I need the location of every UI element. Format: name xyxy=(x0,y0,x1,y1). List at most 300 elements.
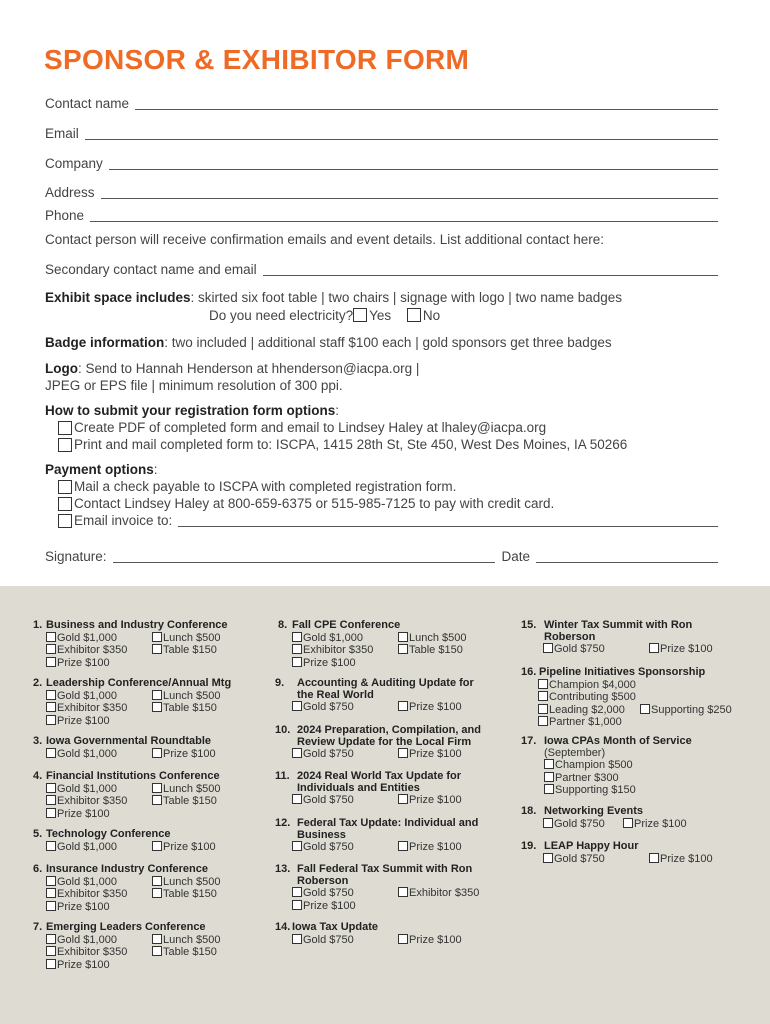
option-checkbox[interactable] xyxy=(46,946,56,956)
option-label: Prize $100 xyxy=(409,794,462,807)
submit-mail-label: Print and mail completed form to: ISCPA, 1415 28th St, Ste 450, West Des Moines, IA 50266 xyxy=(74,437,628,452)
option-checkbox[interactable] xyxy=(46,959,56,969)
option-checkbox[interactable] xyxy=(152,888,162,898)
event-title xyxy=(297,771,461,794)
option[interactable] xyxy=(398,748,508,761)
event-title-line-1: Accounting & Auditing Update for xyxy=(297,677,474,689)
option-checkbox[interactable] xyxy=(46,901,56,911)
secondary-contact-label: Secondary contact name and email xyxy=(45,262,257,277)
option-label: Champion $500 xyxy=(555,759,633,772)
option-label: Table $150 xyxy=(163,644,217,657)
option[interactable] xyxy=(152,888,262,901)
option-label: Exhibitor $350 xyxy=(57,644,128,657)
event-title xyxy=(297,818,478,841)
option-label: Prize $100 xyxy=(409,933,462,946)
badge-label: Badge information xyxy=(45,335,165,350)
event-number: 11. xyxy=(275,770,290,782)
option-checkbox[interactable] xyxy=(46,657,56,667)
option-checkbox[interactable] xyxy=(398,632,408,642)
option-checkbox[interactable] xyxy=(538,704,548,714)
submit-heading xyxy=(45,402,339,419)
logo-info-2: JPEG or EPS file | minimum resolution of 300 ppi. xyxy=(45,378,343,393)
option-label: Prize $100 xyxy=(409,841,462,854)
option-checkbox[interactable] xyxy=(544,772,554,782)
event-number: 2. xyxy=(33,677,43,689)
option[interactable] xyxy=(46,690,152,703)
option-checkbox[interactable] xyxy=(649,643,659,653)
company-line[interactable] xyxy=(109,157,718,170)
option-label: Prize $100 xyxy=(163,840,216,853)
event-4 xyxy=(33,771,262,820)
option[interactable] xyxy=(398,887,508,900)
signature-label: Signature: xyxy=(45,549,107,564)
option-checkbox[interactable] xyxy=(152,632,162,642)
option-label: Table $150 xyxy=(409,644,463,657)
option-checkbox[interactable] xyxy=(152,702,162,712)
option[interactable] xyxy=(152,795,262,808)
option-checkbox[interactable] xyxy=(292,657,302,667)
option-checkbox[interactable] xyxy=(152,690,162,700)
option-checkbox[interactable] xyxy=(152,795,162,805)
event-number: 17. xyxy=(521,735,537,747)
event-number: 19. xyxy=(521,840,537,852)
option[interactable] xyxy=(292,900,508,913)
signature-line[interactable] xyxy=(113,550,496,563)
option-label: Gold $750 xyxy=(554,817,605,830)
option[interactable] xyxy=(152,783,262,796)
option[interactable] xyxy=(152,644,262,657)
option-label: Champion $4,000 xyxy=(549,678,636,691)
option-checkbox[interactable] xyxy=(292,794,302,804)
option-checkbox[interactable] xyxy=(46,934,56,944)
yes-checkbox[interactable] xyxy=(353,308,367,322)
event-8 xyxy=(278,620,508,669)
event-title: Technology Conference xyxy=(46,828,171,840)
option-label: Gold $750 xyxy=(303,701,354,714)
option-checkbox[interactable] xyxy=(46,783,56,793)
no-label: No xyxy=(422,308,441,323)
option-checkbox[interactable] xyxy=(292,632,302,642)
option[interactable] xyxy=(544,759,692,772)
submit-label: How to submit your registration form options xyxy=(45,403,336,418)
payment-colon: : xyxy=(153,462,158,477)
submit-email-checkbox[interactable] xyxy=(58,421,72,435)
option-label: Gold $750 xyxy=(303,933,354,946)
event-number: 15. xyxy=(521,619,537,631)
option-checkbox[interactable] xyxy=(292,934,302,944)
yes-label: Yes xyxy=(369,308,392,323)
option[interactable] xyxy=(292,644,398,657)
form-title: SPONSOR & EXHIBITOR FORM xyxy=(44,44,470,75)
option[interactable] xyxy=(152,934,262,947)
option-label: Prize $100 xyxy=(57,714,110,727)
logo-info xyxy=(45,360,419,377)
payment-option-card[interactable] xyxy=(58,495,554,512)
electricity-row xyxy=(209,307,440,324)
event-title: Iowa CPAs Month of Service xyxy=(544,735,692,747)
option-label: Prize $100 xyxy=(57,958,110,971)
event-number: 6. xyxy=(33,863,43,875)
event-title-line-1: 2024 Preparation, Compilation, and xyxy=(297,724,481,736)
option[interactable] xyxy=(152,702,262,715)
option-checkbox[interactable] xyxy=(398,644,408,654)
event-title: Insurance Industry Conference xyxy=(46,863,208,875)
company-field[interactable] xyxy=(45,154,718,172)
option[interactable] xyxy=(398,841,508,854)
payment-heading xyxy=(45,461,158,478)
event-title-line-1: 2024 Real World Tax Update for xyxy=(297,770,462,782)
option-label: Gold $750 xyxy=(303,748,354,761)
pay-check-checkbox[interactable] xyxy=(58,480,72,494)
option[interactable] xyxy=(398,794,508,807)
option-label: Prize $100 xyxy=(303,899,356,912)
event-number: 9. xyxy=(275,677,285,689)
event-title-line-2: the Real World xyxy=(297,688,374,701)
contact-name-label: Contact name xyxy=(45,96,130,111)
option-label: Leading $2,000 xyxy=(549,703,625,716)
option[interactable] xyxy=(623,818,713,831)
event-title-line-1: Winter Tax Summit with Ron xyxy=(544,619,693,631)
option[interactable] xyxy=(543,853,649,866)
option-checkbox[interactable] xyxy=(152,841,162,851)
option-label: Prize $100 xyxy=(409,701,462,714)
event-title xyxy=(297,725,481,748)
pay-card-label: Contact Lindsey Haley at 800-659-6375 or 515-985-7125 to pay with credit card. xyxy=(74,496,555,511)
logo-label: Logo xyxy=(45,361,78,376)
event-2 xyxy=(33,678,262,727)
option-label: Exhibitor $350 xyxy=(57,795,128,808)
option[interactable] xyxy=(538,679,750,692)
event-number: 7. xyxy=(33,921,43,933)
event-15 xyxy=(521,620,759,656)
option-checkbox[interactable] xyxy=(398,794,408,804)
option[interactable] xyxy=(649,643,759,656)
option[interactable] xyxy=(543,818,623,831)
option-label: Lunch $500 xyxy=(163,875,221,888)
option-checkbox[interactable] xyxy=(152,946,162,956)
event-number: 4. xyxy=(33,770,43,782)
option-label: Gold $1,000 xyxy=(57,747,117,760)
event-title: Leadership Conference/Annual Mtg xyxy=(46,677,232,689)
option-label: Gold $750 xyxy=(303,841,354,854)
option-label: Prize $100 xyxy=(660,852,713,865)
option-checkbox[interactable] xyxy=(46,702,56,712)
option-checkbox[interactable] xyxy=(152,644,162,654)
event-title: Iowa Tax Update xyxy=(292,921,378,933)
event-number: 5. xyxy=(33,828,43,840)
event-title-line-2: Individuals and Entities xyxy=(297,781,420,794)
option-checkbox[interactable] xyxy=(544,784,554,794)
email-line[interactable] xyxy=(85,127,718,140)
option-label: Prize $100 xyxy=(409,748,462,761)
option-checkbox[interactable] xyxy=(543,853,553,863)
option[interactable] xyxy=(46,783,152,796)
option[interactable] xyxy=(46,841,152,854)
submit-email-label: Create PDF of completed form and email to Lindsey Haley at lhaley@iacpa.org xyxy=(74,420,547,435)
option[interactable] xyxy=(46,702,152,715)
logo-text: : Send to Hannah Henderson at hhenderson@iacpa.org | xyxy=(78,361,420,376)
exhibit-space-text: : skirted six foot table | two chairs | signage with logo | two name badges xyxy=(190,290,623,305)
option[interactable] xyxy=(538,691,750,704)
address-label: Address xyxy=(45,185,95,200)
signature-date-row xyxy=(45,547,718,565)
event-number: 10. xyxy=(275,724,291,736)
option-label: Contributing $500 xyxy=(549,691,636,704)
invoice-email-line[interactable] xyxy=(178,515,718,527)
option-label: Gold $750 xyxy=(554,643,605,656)
option-checkbox[interactable] xyxy=(623,818,633,828)
option-label: Prize $100 xyxy=(57,900,110,913)
secondary-contact-line[interactable] xyxy=(263,263,718,276)
payment-option-check[interactable] xyxy=(58,478,456,495)
event-title: LEAP Happy Hour xyxy=(544,840,639,852)
option-checkbox[interactable] xyxy=(46,795,56,805)
event-number: 1. xyxy=(33,619,43,631)
option-label: Table $150 xyxy=(163,946,217,959)
option[interactable] xyxy=(46,959,262,972)
pay-invoice-checkbox[interactable] xyxy=(58,514,72,528)
option[interactable] xyxy=(292,934,398,947)
company-label: Company xyxy=(45,156,103,171)
option[interactable] xyxy=(398,644,508,657)
option-label: Prize $100 xyxy=(634,817,687,830)
contact-name-line[interactable] xyxy=(135,97,718,110)
event-13 xyxy=(275,864,508,912)
option-label: Prize $100 xyxy=(660,643,713,656)
option-checkbox[interactable] xyxy=(292,900,302,910)
event-number: 12. xyxy=(275,817,291,829)
option[interactable] xyxy=(46,808,262,821)
option-label: Gold $1,000 xyxy=(303,631,363,644)
option-checkbox[interactable] xyxy=(398,748,408,758)
event-10 xyxy=(275,725,508,761)
event-number: 13. xyxy=(275,863,291,875)
address-line[interactable] xyxy=(101,186,718,199)
phone-label: Phone xyxy=(45,208,85,223)
option[interactable] xyxy=(46,748,152,761)
event-3 xyxy=(33,736,262,760)
option[interactable] xyxy=(46,715,262,728)
option-label: Gold $1,000 xyxy=(57,631,117,644)
option-label: Gold $1,000 xyxy=(57,782,117,795)
option[interactable] xyxy=(46,657,262,670)
option[interactable] xyxy=(649,853,759,866)
option[interactable] xyxy=(46,795,152,808)
option-checkbox[interactable] xyxy=(398,887,408,897)
option-checkbox[interactable] xyxy=(538,679,548,689)
option-label: Lunch $500 xyxy=(163,782,221,795)
event-title-line-2: Review Update for the Local Firm xyxy=(297,735,472,748)
option-label: Prize $100 xyxy=(57,807,110,820)
option[interactable] xyxy=(292,887,398,900)
event-7 xyxy=(33,922,262,971)
option-label: Supporting $150 xyxy=(555,784,636,797)
event-9 xyxy=(275,678,508,714)
pay-check-label: Mail a check payable to ISCPA with completed registration form. xyxy=(74,479,457,494)
date-line[interactable] xyxy=(536,550,718,563)
option-label: Gold $750 xyxy=(303,887,354,900)
option-checkbox[interactable] xyxy=(649,853,659,863)
payment-option-invoice[interactable] xyxy=(58,512,718,529)
event-6 xyxy=(33,864,262,913)
option-label: Exhibitor $350 xyxy=(57,946,128,959)
option[interactable] xyxy=(152,841,262,854)
option[interactable] xyxy=(292,632,398,645)
event-title-line-1: Fall Federal Tax Summit with Ron xyxy=(297,863,473,875)
option-checkbox[interactable] xyxy=(544,759,554,769)
option[interactable] xyxy=(46,934,152,947)
exhibit-space-info xyxy=(45,289,622,306)
option-label: Gold $1,000 xyxy=(57,875,117,888)
option[interactable] xyxy=(398,632,508,645)
badge-text: : two included | additional staff $100 each | gold sponsors get three badges xyxy=(164,335,612,350)
option-checkbox[interactable] xyxy=(46,715,56,725)
option[interactable] xyxy=(640,704,750,717)
option-label: Partner $1,000 xyxy=(549,716,622,729)
option[interactable] xyxy=(538,704,640,717)
phone-line[interactable] xyxy=(90,209,718,222)
secondary-contact-field[interactable] xyxy=(45,260,718,278)
event-title: Fall CPE Conference xyxy=(292,619,401,631)
option[interactable] xyxy=(152,632,262,645)
option-checkbox[interactable] xyxy=(538,716,548,726)
contact-note: Contact person will receive confirmation emails and event details. List additional contact here: xyxy=(45,232,605,247)
option[interactable] xyxy=(398,934,508,947)
option-label: Exhibitor $350 xyxy=(409,887,480,900)
option-checkbox[interactable] xyxy=(398,934,408,944)
option-checkbox[interactable] xyxy=(152,783,162,793)
option-label: Partner $300 xyxy=(555,771,619,784)
option-checkbox[interactable] xyxy=(538,691,548,701)
option-label: Gold $750 xyxy=(303,794,354,807)
event-5 xyxy=(33,829,262,853)
option[interactable] xyxy=(46,644,152,657)
option[interactable] xyxy=(292,657,508,670)
option-label: Table $150 xyxy=(163,702,217,715)
event-title-line-2: Roberson xyxy=(297,874,349,887)
option[interactable] xyxy=(292,794,398,807)
payment-label: Payment options xyxy=(45,462,154,477)
option[interactable] xyxy=(538,716,750,729)
option-label: Lunch $500 xyxy=(163,933,221,946)
event-14 xyxy=(275,922,508,946)
event-title: Iowa Governmental Roundtable xyxy=(46,735,212,747)
option-checkbox[interactable] xyxy=(46,841,56,851)
option[interactable] xyxy=(46,901,262,914)
option[interactable] xyxy=(543,643,649,656)
event-title: Networking Events xyxy=(544,805,644,817)
event-number: 8. xyxy=(278,619,288,631)
event-16 xyxy=(521,667,750,729)
event-number: 18. xyxy=(521,805,537,817)
option-label: Gold $750 xyxy=(554,852,605,865)
option-label: Exhibitor $350 xyxy=(57,888,128,901)
option[interactable] xyxy=(292,701,398,714)
no-checkbox[interactable] xyxy=(407,308,421,322)
contact-name-field[interactable] xyxy=(45,94,718,112)
exhibit-space-label: Exhibit space includes xyxy=(45,290,191,305)
option-label: Prize $100 xyxy=(303,656,356,669)
event-number: 16. xyxy=(521,666,537,678)
option[interactable] xyxy=(152,748,262,761)
option-label: Lunch $500 xyxy=(163,631,221,644)
option-checkbox[interactable] xyxy=(292,841,302,851)
option-checkbox[interactable] xyxy=(152,934,162,944)
option-checkbox[interactable] xyxy=(46,748,56,758)
events-section xyxy=(0,586,770,1024)
option[interactable] xyxy=(398,701,508,714)
option-label: Supporting $250 xyxy=(651,703,732,716)
option[interactable] xyxy=(152,690,262,703)
option[interactable] xyxy=(152,946,262,959)
option-checkbox[interactable] xyxy=(292,748,302,758)
option-label: Exhibitor $350 xyxy=(57,702,128,715)
event-title xyxy=(297,864,472,887)
pay-card-checkbox[interactable] xyxy=(58,497,72,511)
event-11 xyxy=(275,771,508,807)
submit-option-email[interactable] xyxy=(58,419,546,436)
option-checkbox[interactable] xyxy=(292,701,302,711)
option-label: Lunch $500 xyxy=(163,689,221,702)
submit-option-mail[interactable] xyxy=(58,436,627,453)
option-checkbox[interactable] xyxy=(46,644,56,654)
event-title xyxy=(297,678,474,701)
event-title: Pipeline Initiatives Sponsorship xyxy=(539,666,706,678)
option[interactable] xyxy=(46,632,152,645)
submit-colon: : xyxy=(335,403,340,418)
option[interactable] xyxy=(152,876,262,889)
option[interactable] xyxy=(292,841,398,854)
option[interactable] xyxy=(292,748,398,761)
option-checkbox[interactable] xyxy=(292,887,302,897)
option-checkbox[interactable] xyxy=(398,701,408,711)
option-label: Prize $100 xyxy=(57,656,110,669)
option-checkbox[interactable] xyxy=(640,704,650,714)
option-checkbox[interactable] xyxy=(398,841,408,851)
option-label: Table $150 xyxy=(163,795,217,808)
option-checkbox[interactable] xyxy=(46,690,56,700)
email-field[interactable] xyxy=(45,124,718,142)
address-field[interactable] xyxy=(45,183,718,201)
option-checkbox[interactable] xyxy=(46,632,56,642)
electricity-question: Do you need electricity? xyxy=(209,308,354,323)
option-checkbox[interactable] xyxy=(46,808,56,818)
option[interactable] xyxy=(544,784,692,797)
option[interactable] xyxy=(544,772,692,785)
option-label: Gold $1,000 xyxy=(57,689,117,702)
option-label: Gold $1,000 xyxy=(57,933,117,946)
option-checkbox[interactable] xyxy=(543,818,553,828)
option-label: Exhibitor $350 xyxy=(303,644,374,657)
event-title xyxy=(544,620,692,643)
submit-mail-checkbox[interactable] xyxy=(58,438,72,452)
event-title: Business and Industry Conference xyxy=(46,619,228,631)
option-checkbox[interactable] xyxy=(46,876,56,886)
option[interactable] xyxy=(46,888,152,901)
event-1 xyxy=(33,620,262,669)
badge-info xyxy=(45,334,612,351)
phone-field[interactable] xyxy=(45,206,718,224)
option[interactable] xyxy=(46,946,152,959)
option-checkbox[interactable] xyxy=(292,644,302,654)
option-checkbox[interactable] xyxy=(46,888,56,898)
option-checkbox[interactable] xyxy=(152,748,162,758)
option[interactable] xyxy=(46,876,152,889)
event-title-line-2: Roberson xyxy=(544,630,596,643)
option-checkbox[interactable] xyxy=(543,643,553,653)
option-checkbox[interactable] xyxy=(152,876,162,886)
event-12 xyxy=(275,818,508,854)
